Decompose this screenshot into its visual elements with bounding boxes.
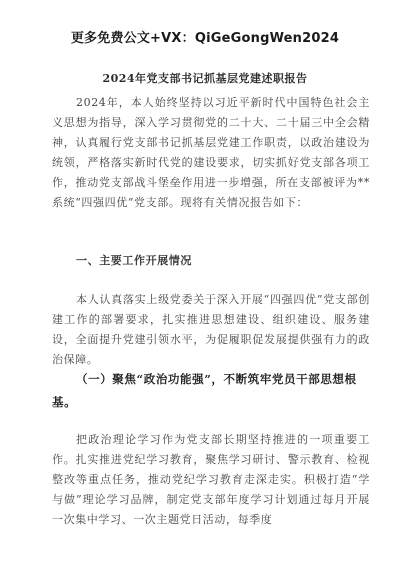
section-1-paragraph: 本人认真落实上级党委关于深入开展“四强四优”党支部创建工作的部署要求，扎实推进思想建设、组织建设、服务建设，全面提升党建引领水平，为促履职促发展提供强有力的政治保障。 <box>52 293 370 366</box>
subsection-heading-1: （一）聚焦“政治功能强”，不断筑牢党员干部思想根基。 <box>52 372 357 409</box>
section-heading-1: 一、主要工作开展情况 <box>76 254 192 267</box>
subsection-1-paragraph: 把政治理论学习作为党支部长期坚持推进的一项重要工作。扎实推进党纪学习教育，聚焦学习研讨、警示教育、检视整改等重点任务，推动党纪学习教育走深走实。积极打造“学与做”理论学习品牌，制定党支部年度学习计划通过每月开展一次集中学习、一次主题党日活动，每季度 <box>52 433 370 526</box>
intro-paragraph: 2024年，本人始终坚持以习近平新时代中国特色社会主义思想为指导，深入学习贯彻党的二十大、二十届三中全会精神，认真履行党支部书记抓基层党建工作职责，以政治建设为统领，严格落实新时代党的建设要求，切实抓好党支部各项工作，推动党支部战斗堡垒作用进一步增强，所在支部被评为**系统“四强四优”党支部。现将有关情况报告如下： <box>52 96 370 209</box>
document-title: 2024年党支部书记抓基层党建述职报告 <box>102 72 308 85</box>
promo-banner: 更多免费公文+VX：QiGeGongWen2024 <box>70 31 340 46</box>
